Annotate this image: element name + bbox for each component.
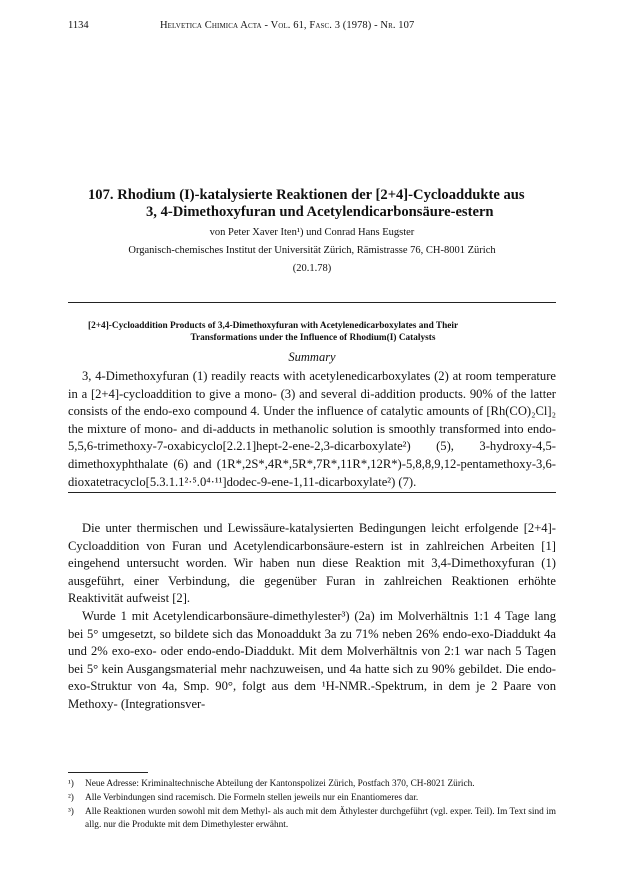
body-text: [68, 520, 556, 714]
footnote: [68, 806, 556, 832]
received-date: (20.1.78): [292, 263, 332, 274]
article-title: [88, 187, 548, 221]
footnote: [68, 792, 556, 805]
english-title-line-2: Transformations under the Influence of Rhodium(I) Catalysts: [190, 333, 436, 343]
english-title: [88, 320, 548, 344]
footnotes: [68, 778, 556, 833]
divider-bottom: [68, 492, 556, 493]
summary-heading: Summary: [288, 350, 336, 364]
body-paragraph-2: Wurde 1 mit Acetylendicarbonsäure-dimethylester³) (2a) im Molverhältnis 1:1 4 Tage lang bei 5° umgesetzt, so bildete sich das Monoaddukt 3a zu 71% neben 26% endo-exo-Diaddukt 4a und 2% exo-exo- oder endo-endo-Diaddukt. Mit dem Molverhältnis von 2:1 war nach 5 Tagen bei 5° kein Ausgangsmaterial mehr nachzuweisen, und 4a hatte sich zu 90% gebildet. Die endo-exo-Struktur von 4a, Smp. 90°, folgt aus dem ¹H-NMR.-Spektrum, in dem je 2 Paare von Methoxy- (Integrationsver-: [68, 608, 556, 711]
english-title-line-1: [2+4]-Cycloaddition Products of 3,4-Dimethoxyfuran with Acetylenedicarboxylates and Their: [88, 321, 459, 331]
authors: von Peter Xaver Iten¹) und Conrad Hans Eugster: [209, 227, 415, 238]
divider-top: [68, 302, 556, 303]
footnote-text: Alle Verbindungen sind racemisch. Die Formeln stellen jeweils nur ein Enantiomeres dar.: [85, 793, 419, 803]
journal-citation: Helvetica Chimica Acta - Vol. 61, Fasc. 3 (1978) - Nr. 107: [160, 20, 415, 31]
article-title-line-1: 107. Rhodium (I)-katalysierte Reaktionen der [2+4]-Cycloaddukte aus: [88, 187, 525, 203]
footnote: [68, 778, 556, 791]
footnote-mark: ¹): [68, 779, 74, 789]
article-title-line-2: 3, 4-Dimethoxyfuran und Acetylendicarbonsäure-estern: [146, 204, 494, 220]
footnote-divider: [68, 772, 148, 773]
summary: [68, 368, 556, 491]
footnote-mark: ²): [68, 793, 74, 803]
footnote-mark: ³): [68, 807, 74, 817]
page-number: 1134: [68, 20, 89, 31]
footnote-text: Neue Adresse: Kriminaltechnische Abteilung der Kantonspolizei Zürich, Postfach 370, CH-8021 Zürich.: [85, 779, 475, 789]
body-paragraph-1: Die unter thermischen und Lewissäure-katalysierten Bedingungen leicht erfolgende [2+4]-Cycloaddition von Furan und Acetylendicarbonsäure-estern ist in zahlreichen Arbeiten [1] eingehend untersucht worden. Wir haben nun diese Reaktion mit 3,4-Dimethoxyfuran (1) ausgeführt, einer Verbindung, die gegenüber Furan in zahlreichen Reaktionen erhöhte Reaktivität aufweist [2].: [68, 521, 556, 606]
affiliation: Organisch-chemisches Institut der Universität Zürich, Rämistrasse 76, CH-8001 Zürich: [128, 245, 496, 256]
summary-text: 3, 4-Dimethoxyfuran (1) readily reacts with acetylenedicarboxylates (2) at room temperature in a [2+4]-cycloaddition to give a mono- (3) and several di-addition products. 90% of the latter consists of the endo-exo compound 4. Under the influence of catalytic amounts of [Rh(CO)₂Cl]₂ the mixture of mono- and di-adducts in methanolic solution is smoothly transformed into endo-5,5,6-trimethoxy-7-oxabicyclo[2.2.1]hept-2-ene-2,3-dicarboxylate²) (5), 3-hydroxy-4,5-dimethoxyphthalate (6) and (1R*,2S*,4R*,5R*,7R*,11R*,12R*)-5,8,8,9,12-pentamethoxy-3,6-dioxatetracyclo[5.3.1.1²·⁵.0⁴·¹¹]dodec-9-ene-1,11-dicarboxylate²) (7).: [68, 369, 556, 489]
footnote-text: Alle Reaktionen wurden sowohl mit dem Methyl- als auch mit dem Äthylester durchgeführt (vgl. exper. Teil). Im Text sind im allg. nur die Produkte mit dem Dimethylester erwähnt.: [85, 807, 556, 830]
